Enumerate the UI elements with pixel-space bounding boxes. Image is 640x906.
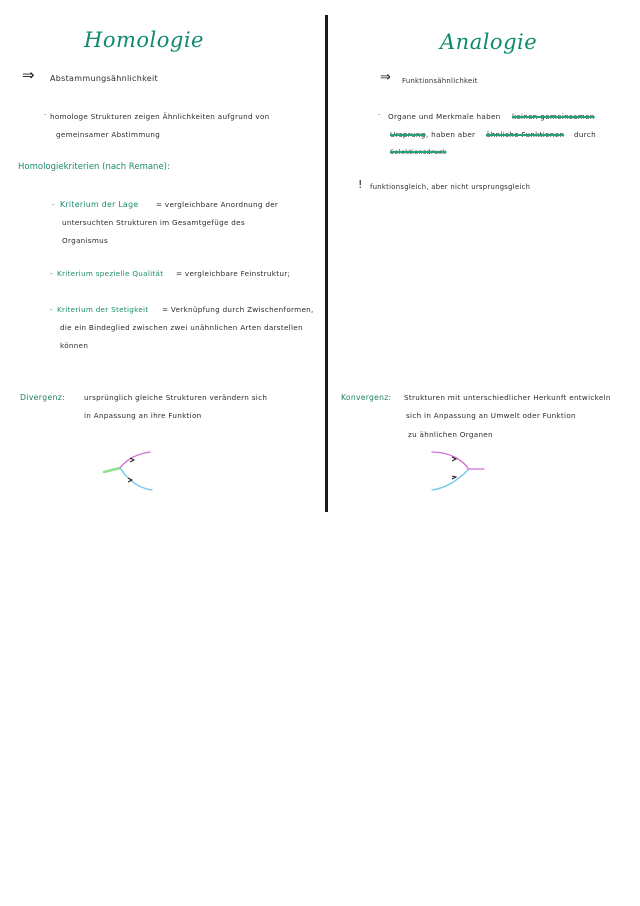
criterion-location-line2: untersuchten Strukturen im Gesamtgefüge des bbox=[62, 218, 245, 227]
exclamation-icon: ! bbox=[358, 178, 363, 191]
criterion-quality-term: Kriterium spezielle Qualität bbox=[57, 269, 164, 278]
divergence-branch-blue bbox=[120, 468, 152, 490]
analogie-definition-line2d: durch bbox=[574, 130, 596, 139]
criterion-location-line3: Organismus bbox=[62, 236, 109, 245]
criterion-continuity-line1: = Verknüpfung durch Zwischenformen, bbox=[162, 305, 314, 314]
implies-arrow-icon: ⇒ bbox=[380, 70, 391, 85]
analogie-subtitle: Funktionsähnlichkeit bbox=[402, 77, 478, 85]
homologie-title: Homologie bbox=[84, 28, 204, 52]
arrowhead-icon bbox=[130, 458, 134, 462]
convergence-line2: sich in Anpassung an Umwelt oder Funktion bbox=[406, 411, 576, 420]
highlight-selection-pressure: Selektionsdruck bbox=[390, 148, 447, 156]
convergence-diagram bbox=[428, 448, 490, 494]
dash: - bbox=[52, 200, 55, 209]
highlight-origin: Ursprung bbox=[390, 130, 426, 139]
criterion-continuity-line2: die ein Bindeglied zwischen zwei unähnlichen Arten darstellen bbox=[60, 323, 303, 332]
divergence-stem bbox=[104, 468, 120, 472]
dash: - bbox=[50, 269, 53, 278]
arrowhead-icon bbox=[452, 476, 456, 479]
homologie-subtitle: Abstammungsähnlichkeit bbox=[50, 74, 158, 83]
highlight-similar-functions: ähnliche Funktionen bbox=[486, 130, 565, 139]
homologie-definition-line1: homologe Strukturen zeigen Ähnlichkeiten aufgrund von bbox=[50, 112, 270, 121]
divergence-diagram bbox=[100, 448, 160, 494]
highlight-no-common-origin: keinen gemeinsamen bbox=[512, 112, 595, 121]
criterion-quality-text: = vergleichbare Feinstruktur; bbox=[176, 269, 291, 278]
convergence-branch-pink bbox=[432, 452, 468, 468]
criterion-continuity-line3: können bbox=[60, 341, 89, 350]
convergence-label: Konvergenz: bbox=[341, 393, 392, 402]
criterion-location-line1: = vergleichbare Anordnung der bbox=[156, 200, 279, 209]
convergence-line1: Strukturen mit unterschiedlicher Herkunft entwickeln bbox=[404, 393, 611, 402]
convergence-branch-blue bbox=[432, 470, 468, 490]
convergence-line3: zu ähnlichen Organen bbox=[408, 430, 493, 439]
homologie-definition-line2: gemeinsamer Abstimmung bbox=[56, 130, 161, 139]
bullet: · bbox=[378, 110, 381, 119]
analogie-title: Analogie bbox=[440, 30, 538, 54]
criterion-location-term: Kriterium der Lage bbox=[60, 200, 139, 209]
criterion-continuity-term: Kriterium der Stetigkeit bbox=[57, 305, 149, 314]
criteria-heading: Homologiekriterien (nach Remane): bbox=[18, 162, 170, 172]
dash: - bbox=[50, 305, 53, 314]
divergence-label: Divergenz: bbox=[20, 393, 66, 402]
implies-arrow-icon: ⇒ bbox=[22, 66, 35, 84]
analogie-note: funktionsgleich, aber nicht ursprungsgleich bbox=[370, 183, 531, 191]
divergence-line2: in Anpassung an ihre Funktion bbox=[84, 411, 202, 420]
analogie-definition-line2b: , haben aber bbox=[426, 130, 476, 139]
analogie-definition-line1a: Organe und Merkmale haben bbox=[388, 112, 501, 121]
bullet: · bbox=[44, 110, 47, 119]
divergence-line1: ursprünglich gleiche Strukturen verändern sich bbox=[84, 393, 268, 402]
column-divider bbox=[325, 15, 328, 512]
